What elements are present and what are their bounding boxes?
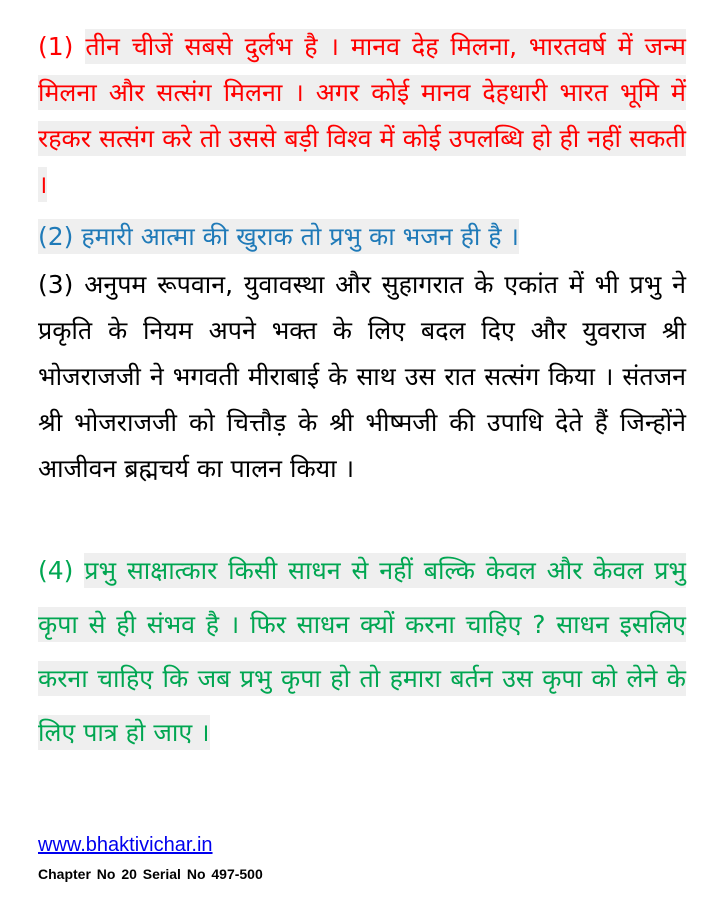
- paragraph-4: [38, 544, 686, 760]
- paragraph-1-number: (1): [38, 32, 74, 61]
- paragraph-4-number: (4): [38, 556, 74, 585]
- paragraph-3-text: अनुपम रूपवान, युवावस्था और सुहागरात के एकांत में भी प्रभु ने प्रकृति के नियम अपने भक्त के लिए बदल दिए और युवराज श्री भोजराजजी ने भगवती मीराबाई के साथ उस रात सत्संग किया । संतजन श्री भोजराजजी को चित्तौड़ के श्री भीष्मजी की उपाधि देते हैं जिन्होंने आजीवन ब्रह्मचर्य का पालन किया ।: [38, 270, 686, 483]
- paragraph-1: [38, 24, 686, 208]
- paragraph-4-text: प्रभु साक्षात्कार किसी साधन से नहीं बल्कि केवल और केवल प्रभु कृपा से ही संभव है । फिर साधन क्यों करना चाहिए ? साधन इसलिए करना चाहिए कि जब प्रभु कृपा हो तो हमारा बर्तन उस कृपा को लेने के लिए पात्र हो जाए ।: [38, 553, 686, 750]
- website-link[interactable]: www.bhaktivichar.in: [38, 834, 213, 856]
- paragraph-2: [38, 214, 686, 260]
- paragraph-3-number: (3): [38, 270, 74, 299]
- paragraph-3: [38, 262, 686, 492]
- paragraph-2-number: (2): [38, 219, 73, 254]
- paragraph-1-text: तीन चीजें सबसे दुर्लभ है । मानव देह मिलना, भारतवर्ष में जन्म मिलना और सत्संग मिलना । अगर कोई मानव देहधारी भारत भूमि में रहकर सत्संग करे तो उससे बड़ी विश्व में कोई उपलब्धि हो ही नहीं सकती ।: [38, 29, 686, 202]
- paragraph-2-text: हमारी आत्मा की खुराक तो प्रभु का भजन ही है ।: [81, 219, 519, 254]
- chapter-serial-info: Chapter No 20 Serial No 497-500: [38, 866, 263, 882]
